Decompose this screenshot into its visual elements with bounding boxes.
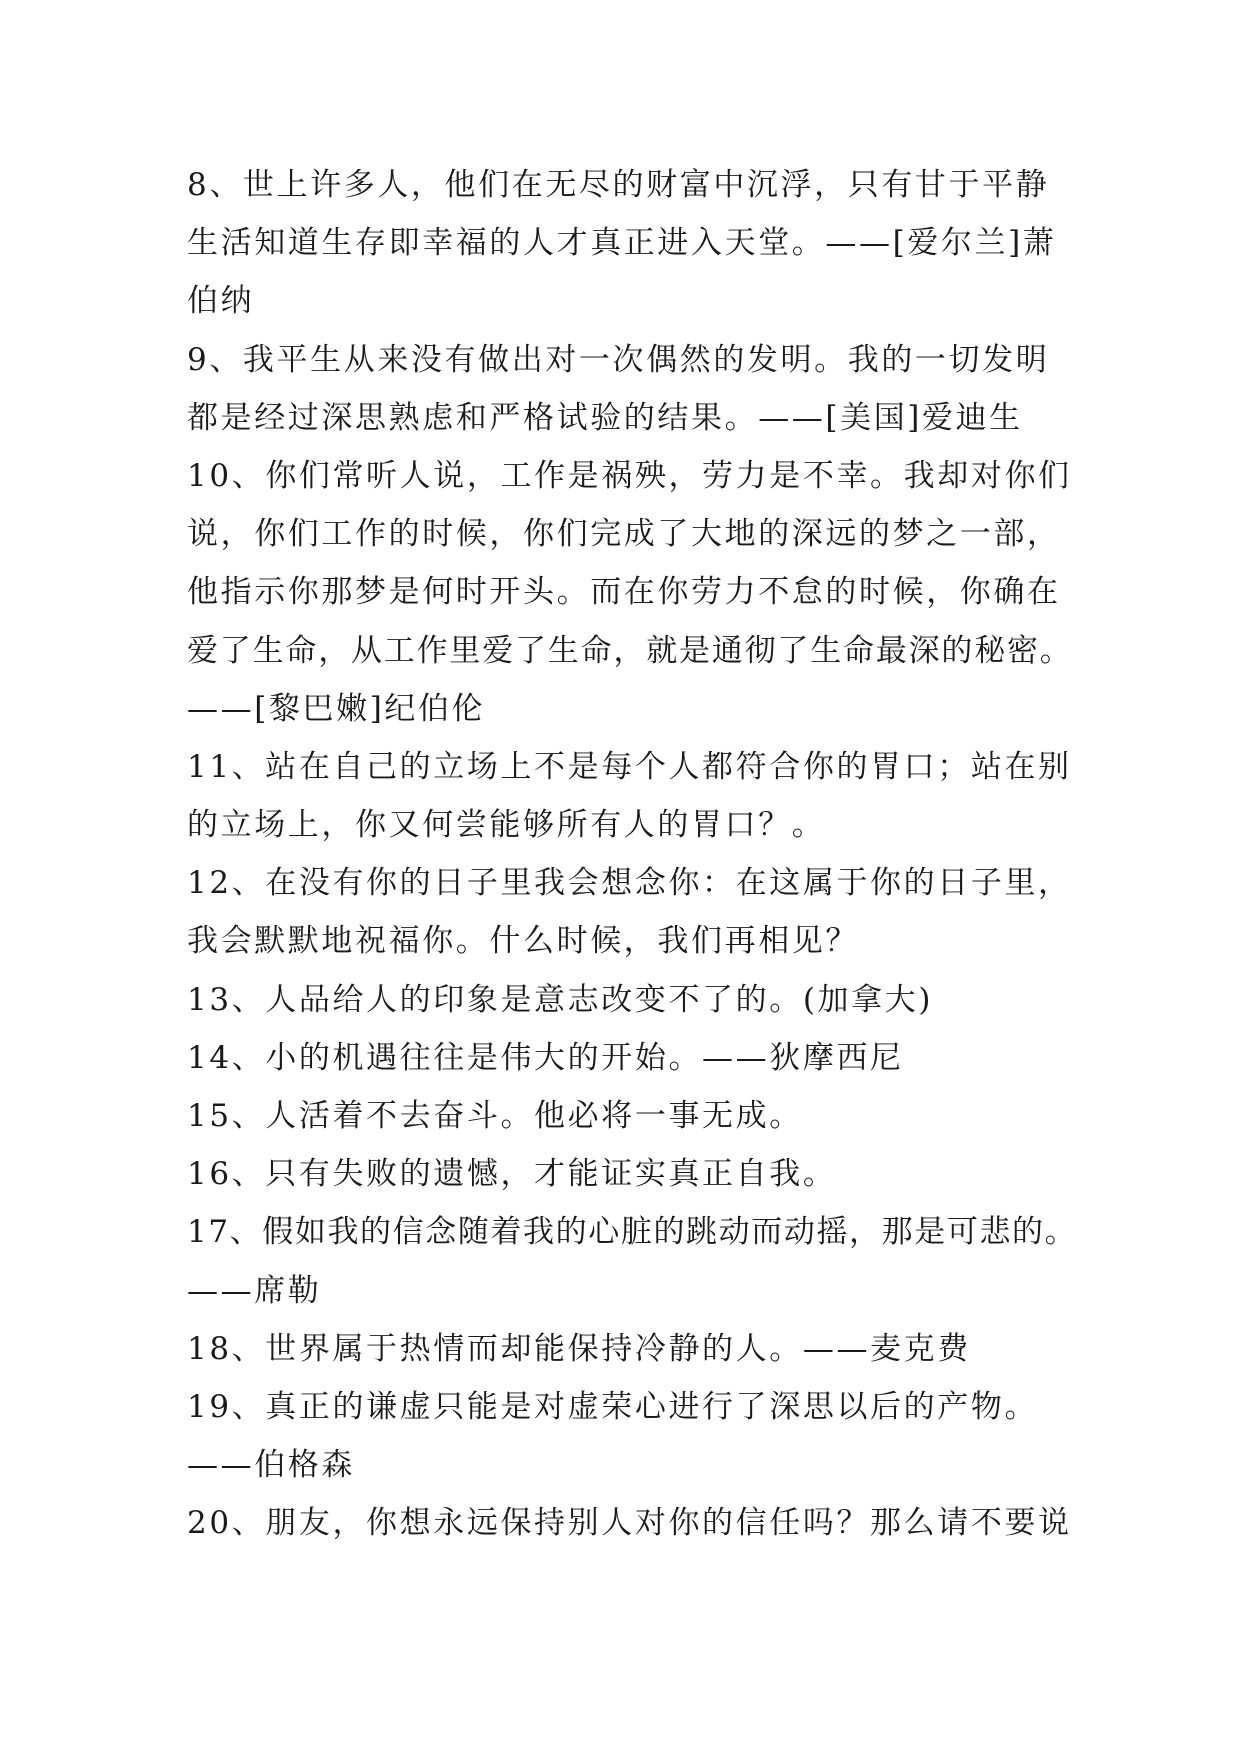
text-line: 爱了生命，从工作里爱了生命，就是通彻了生命最深的秘密。 xyxy=(187,632,1073,669)
text-line: 8、世上许多人，他们在无尽的财富中沉浮，只有甘于平静 xyxy=(187,167,1050,203)
document-body xyxy=(187,156,1078,1553)
text-line: 都是经过深思熟虑和严格试验的结果。——[美国]爱迪生 xyxy=(187,399,1023,436)
text-line: 19、真正的谦虚只能是对虚荣心进行了深思以后的产物。 xyxy=(187,1388,1039,1425)
text-line: ——席勒 xyxy=(187,1272,322,1309)
text-line: 13、人品给人的印象是意志改变不了的。(加拿大) xyxy=(187,981,934,1018)
text-line: 10、你们常听人说，工作是祸殃，劳力是不幸。我却对你们 xyxy=(187,457,1072,494)
text-line: ——伯格森 xyxy=(187,1447,355,1484)
text-line: ——[黎巴嫩]纪伯伦 xyxy=(187,690,486,727)
text-line: 16、只有失败的遗憾，才能证实真正自我。 xyxy=(187,1156,837,1193)
text-line: 生活知道生存即幸福的人才真正进入天堂。——[爱尔兰]萧 xyxy=(187,225,1057,262)
text-line: 伯纳 xyxy=(187,283,255,320)
text-line: 14、小的机遇往往是伟大的开始。——狄摩西尼 xyxy=(187,1039,904,1076)
text-line: 我会默默地祝福你。什么时候，我们再相见？ xyxy=(187,923,859,960)
text-line: 他指示你那梦是何时开头。而在你劳力不怠的时候，你确在 xyxy=(187,574,1061,611)
text-line: 11、站在自己的立场上不是每个人都符合你的胃口；站在别 xyxy=(187,748,1072,785)
text-line: 说，你们工作的时候，你们完成了大地的深远的梦之一部， xyxy=(187,516,1061,553)
text-line: 20、朋友，你想永远保持别人对你的信任吗？那么请不要说 xyxy=(187,1505,1072,1542)
text-line: 17、假如我的信念随着我的心脏的跳动而动摇，那是可悲的。 xyxy=(187,1214,1078,1251)
text-line: 18、世界属于热情而却能保持冷静的人。——麦克费 xyxy=(187,1330,971,1367)
text-line: 9、我平生从来没有做出对一次偶然的发明。我的一切发明 xyxy=(187,341,1050,378)
text-line: 12、在没有你的日子里我会想念你：在这属于你的日子里， xyxy=(187,865,1072,902)
text-line: 的立场上，你又何尝能够所有人的胃口？。 xyxy=(187,807,826,844)
text-line: 15、人活着不去奋斗。他必将一事无成。 xyxy=(187,1098,803,1134)
